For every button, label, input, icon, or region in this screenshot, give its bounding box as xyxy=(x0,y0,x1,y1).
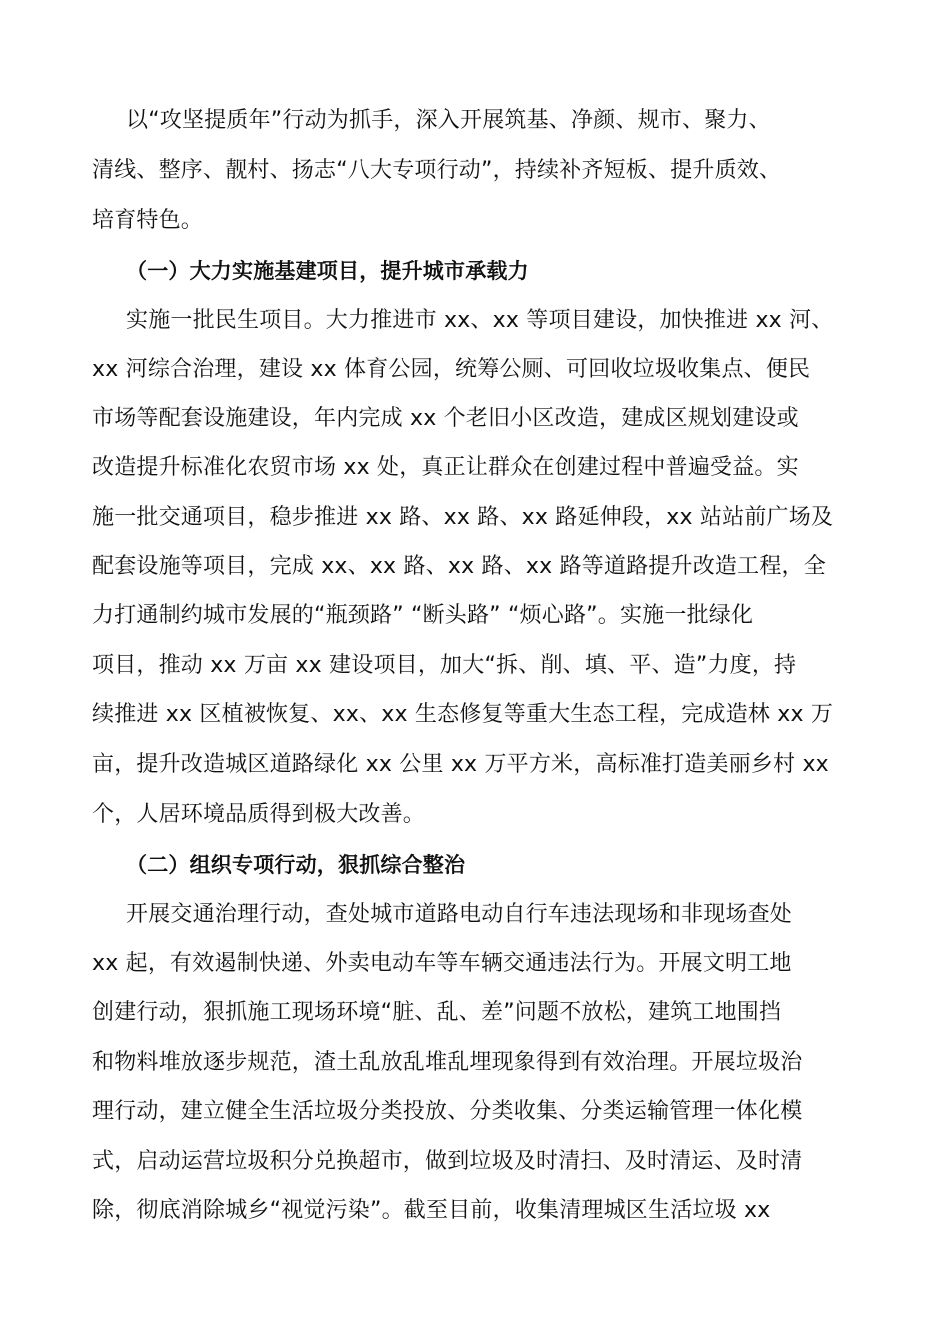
paragraph-1-line-2: 清线、整序、靓村、扬志“八大专项行动”，持续补齐短板、提升质效、 xyxy=(92,158,782,183)
paragraph-2-line-4: 改造提升标准化农贸市场 xx 处，真正让群众在创建过程中普遍受益。实 xyxy=(92,455,799,480)
paragraph-3-line-7: 除，彻底消除城乡“视觉污染”。截至目前，收集清理城区生活垃圾 xx xyxy=(92,1198,771,1223)
paragraph-3-line-5: 理行动，建立健全生活垃圾分类投放、分类收集、分类运输管理一体化模 xyxy=(92,1099,803,1124)
paragraph-2-line-3: 市场等配套设施建设，年内完成 xx 个老旧小区改造，建成区规划建设或 xyxy=(92,406,799,431)
paragraph-2-line-5: 施一批交通项目，稳步推进 xx 路、xx 路、xx 路延伸段，xx 站站前广场及 xyxy=(92,505,834,530)
paragraph-3-line-2: xx 起，有效遏制快递、外卖电动车等车辆交通违法行为。开展文明工地 xyxy=(92,951,792,976)
paragraph-3-line-1: 开展交通治理行动，查处城市道路电动自行车违法现场和非现场查处 xyxy=(126,902,793,927)
paragraph-2-line-1: 实施一批民生项目。大力推进市 xx、xx 等项目建设，加快推进 xx 河、 xyxy=(126,308,834,333)
paragraph-1-line-3: 培育特色。 xyxy=(92,208,204,233)
section-heading-1: （一）大力实施基建项目，提升城市承载力 xyxy=(126,259,529,283)
paragraph-2-line-2: xx 河综合治理，建设 xx 体育公园，统筹公厕、可回收垃圾收集点、便民 xyxy=(92,357,811,382)
section-heading-2: （二）组织专项行动，狠抓综合整治 xyxy=(126,853,466,877)
paragraph-2-line-11: 个，人居环境品质得到极大改善。 xyxy=(92,802,426,827)
paragraph-2-line-6: 配套设施等项目，完成 xx、xx 路、xx 路、xx 路等道路提升改造工程，全 xyxy=(92,554,826,579)
paragraph-2-line-9: 续推进 xx 区植被恢复、xx、xx 生态修复等重大生态工程，完成造林 xx 万 xyxy=(92,702,834,727)
paragraph-2-line-7: 力打通制约城市发展的“瓶颈路” “断头路” “烦心路”。实施一批绿化 xyxy=(92,603,754,628)
paragraph-1-line-1: 以“攻坚提质年”行动为抓手，深入开展筑基、净颜、规市、聚力、 xyxy=(126,108,771,133)
paragraph-3-line-4: 和物料堆放逐步规范，渣土乱放乱堆乱埋现象得到有效治理。开展垃圾治 xyxy=(92,1050,803,1075)
paragraph-2-line-10: 亩，提升改造城区道路绿化 xx 公里 xx 万平方米，高标准打造美丽乡村 xx xyxy=(92,752,829,777)
paragraph-3-line-3: 创建行动，狠抓施工现场环境“脏、乱、差”问题不放松，建筑工地围挡 xyxy=(92,1000,782,1025)
paragraph-2-line-8: 项目，推动 xx 万亩 xx 建设项目，加大“拆、削、填、平、造”力度，持 xyxy=(92,653,797,678)
paragraph-3-line-6: 式，启动运营垃圾积分兑换超市，做到垃圾及时清扫、及时清运、及时清 xyxy=(92,1149,803,1174)
